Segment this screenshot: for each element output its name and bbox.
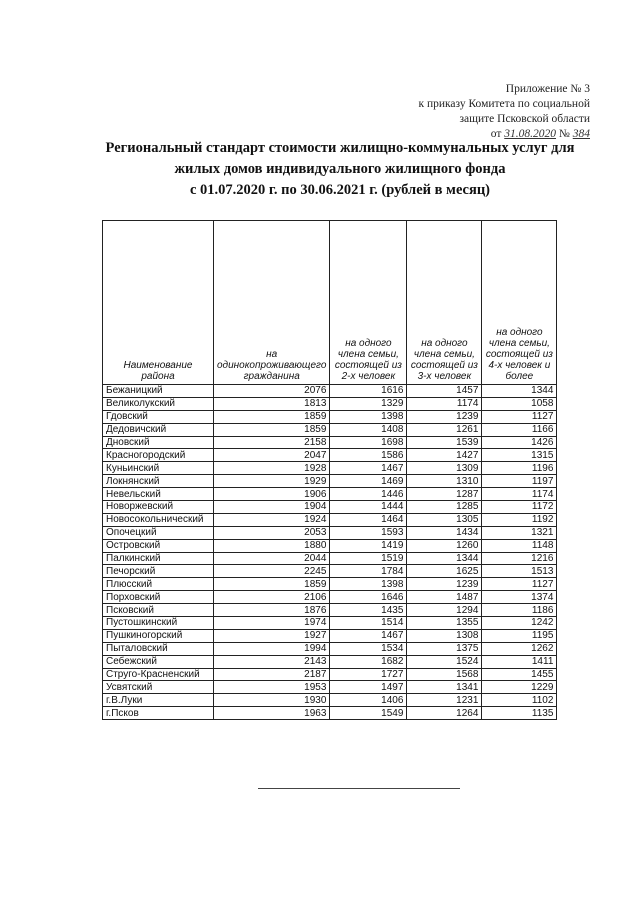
- date-prefix: от: [490, 128, 502, 140]
- value-cell: 2187: [214, 668, 330, 681]
- value-cell: 1435: [330, 604, 407, 617]
- table-row: [103, 385, 557, 398]
- district-name-cell: Порховский: [103, 591, 214, 604]
- table-row: [103, 475, 557, 488]
- value-cell: 1285: [407, 501, 482, 514]
- title-line-1: Региональный стандарт стоимости жилищно-коммунальных услуг для: [105, 140, 575, 156]
- district-name-cell: Дновский: [103, 436, 214, 449]
- district-name-cell: Усвятский: [103, 681, 214, 694]
- value-cell: 1229: [482, 681, 557, 694]
- table-row: [103, 513, 557, 526]
- value-cell: 1646: [330, 591, 407, 604]
- value-cell: 1341: [407, 681, 482, 694]
- value-cell: 1427: [407, 449, 482, 462]
- value-cell: 1906: [214, 488, 330, 501]
- value-cell: 1321: [482, 526, 557, 539]
- value-cell: 1586: [330, 449, 407, 462]
- value-cell: 1487: [407, 591, 482, 604]
- value-cell: 1464: [330, 513, 407, 526]
- value-cell: 1309: [407, 462, 482, 475]
- value-cell: 1172: [482, 501, 557, 514]
- value-cell: 1261: [407, 423, 482, 436]
- district-name-cell: Невельский: [103, 488, 214, 501]
- table-row: [103, 681, 557, 694]
- table-row: [103, 629, 557, 642]
- value-cell: 1467: [330, 629, 407, 642]
- value-cell: 2158: [214, 436, 330, 449]
- value-cell: 1859: [214, 410, 330, 423]
- header-family-2: на одного члена семьи, состоящей из 2-х человек: [330, 221, 407, 385]
- value-cell: 1568: [407, 668, 482, 681]
- value-cell: 1344: [407, 552, 482, 565]
- table-row: [103, 694, 557, 707]
- value-cell: 1406: [330, 694, 407, 707]
- value-cell: 1408: [330, 423, 407, 436]
- value-cell: 1467: [330, 462, 407, 475]
- value-cell: 1148: [482, 539, 557, 552]
- value-cell: 1375: [407, 642, 482, 655]
- header-family-4plus: на одного члена семьи, состоящей из 4-х человек и более: [482, 221, 557, 385]
- value-cell: 1593: [330, 526, 407, 539]
- annex-number: Приложение № 3: [505, 83, 590, 95]
- table-row: [103, 449, 557, 462]
- header-single: на одинокопроживающего гражданина: [214, 221, 330, 385]
- table-row: [103, 552, 557, 565]
- value-cell: 1135: [482, 707, 557, 720]
- table-row: [103, 565, 557, 578]
- value-cell: 1924: [214, 513, 330, 526]
- value-cell: 1398: [330, 410, 407, 423]
- value-cell: 1539: [407, 436, 482, 449]
- value-cell: 1102: [482, 694, 557, 707]
- value-cell: 1127: [482, 578, 557, 591]
- standard-cost-table: [102, 220, 557, 720]
- value-cell: 1859: [214, 578, 330, 591]
- district-name-cell: Опочецкий: [103, 526, 214, 539]
- table-row: [103, 655, 557, 668]
- value-cell: 1549: [330, 707, 407, 720]
- value-cell: 1929: [214, 475, 330, 488]
- value-cell: 2076: [214, 385, 330, 398]
- value-cell: 1859: [214, 423, 330, 436]
- value-cell: 1904: [214, 501, 330, 514]
- value-cell: 1196: [482, 462, 557, 475]
- value-cell: 1784: [330, 565, 407, 578]
- district-name-cell: Бежаницкий: [103, 385, 214, 398]
- table-row: [103, 462, 557, 475]
- value-cell: 1186: [482, 604, 557, 617]
- document-title: [90, 138, 590, 201]
- table-row: [103, 488, 557, 501]
- district-name-cell: Великолукский: [103, 397, 214, 410]
- value-cell: 1928: [214, 462, 330, 475]
- district-name-cell: Печорский: [103, 565, 214, 578]
- value-cell: 1166: [482, 423, 557, 436]
- table-row: [103, 526, 557, 539]
- district-name-cell: Островский: [103, 539, 214, 552]
- value-cell: 1308: [407, 629, 482, 642]
- value-cell: 1374: [482, 591, 557, 604]
- value-cell: 1727: [330, 668, 407, 681]
- value-cell: 1260: [407, 539, 482, 552]
- value-cell: 1534: [330, 642, 407, 655]
- value-cell: 1411: [482, 655, 557, 668]
- value-cell: 1698: [330, 436, 407, 449]
- district-name-cell: Пыталовский: [103, 642, 214, 655]
- value-cell: 2143: [214, 655, 330, 668]
- value-cell: 1994: [214, 642, 330, 655]
- value-cell: 1264: [407, 707, 482, 720]
- value-cell: 1419: [330, 539, 407, 552]
- value-cell: 1127: [482, 410, 557, 423]
- value-cell: 1192: [482, 513, 557, 526]
- table-row: [103, 707, 557, 720]
- district-name-cell: Палкинский: [103, 552, 214, 565]
- value-cell: 1174: [407, 397, 482, 410]
- district-name-cell: Локнянский: [103, 475, 214, 488]
- district-name-cell: Новосокольнический: [103, 513, 214, 526]
- value-cell: 1197: [482, 475, 557, 488]
- district-name-cell: г.В.Луки: [103, 694, 214, 707]
- value-cell: 1514: [330, 617, 407, 630]
- table-header-row: [103, 221, 557, 385]
- value-cell: 1294: [407, 604, 482, 617]
- value-cell: 1329: [330, 397, 407, 410]
- value-cell: 1880: [214, 539, 330, 552]
- district-name-cell: Новоржевский: [103, 501, 214, 514]
- table-row: [103, 397, 557, 410]
- value-cell: 2245: [214, 565, 330, 578]
- district-name-cell: Плюсский: [103, 578, 214, 591]
- value-cell: 1262: [482, 642, 557, 655]
- value-cell: 2053: [214, 526, 330, 539]
- value-cell: 1963: [214, 707, 330, 720]
- district-name-cell: г.Псков: [103, 707, 214, 720]
- value-cell: 1287: [407, 488, 482, 501]
- district-name-cell: Пустошкинский: [103, 617, 214, 630]
- table-row: [103, 668, 557, 681]
- value-cell: 1974: [214, 617, 330, 630]
- value-cell: 1216: [482, 552, 557, 565]
- table-row: [103, 539, 557, 552]
- district-name-cell: Псковский: [103, 604, 214, 617]
- title-line-2: жилых домов индивидуального жилищного фонда: [174, 161, 506, 177]
- table-row: [103, 591, 557, 604]
- value-cell: 1524: [407, 655, 482, 668]
- annex-order-ref: к приказу Комитета по социальной: [418, 98, 590, 110]
- bottom-divider: [258, 788, 460, 789]
- value-cell: 2047: [214, 449, 330, 462]
- table-row: [103, 604, 557, 617]
- district-name-cell: Куньинский: [103, 462, 214, 475]
- table-row: [103, 617, 557, 630]
- table-row: [103, 501, 557, 514]
- value-cell: 1876: [214, 604, 330, 617]
- district-name-cell: Струго-Красненский: [103, 668, 214, 681]
- value-cell: 1344: [482, 385, 557, 398]
- district-name-cell: Себежский: [103, 655, 214, 668]
- value-cell: 1513: [482, 565, 557, 578]
- value-cell: 1455: [482, 668, 557, 681]
- table-row: [103, 423, 557, 436]
- value-cell: 1457: [407, 385, 482, 398]
- value-cell: 1398: [330, 578, 407, 591]
- value-cell: 1930: [214, 694, 330, 707]
- value-cell: 1519: [330, 552, 407, 565]
- value-cell: 1813: [214, 397, 330, 410]
- district-name-cell: Пушкиногорский: [103, 629, 214, 642]
- table-row: [103, 642, 557, 655]
- value-cell: 1305: [407, 513, 482, 526]
- value-cell: 1174: [482, 488, 557, 501]
- value-cell: 1058: [482, 397, 557, 410]
- header-district: Наименование района: [103, 221, 214, 385]
- value-cell: 1242: [482, 617, 557, 630]
- title-line-3: с 01.07.2020 г. по 30.06.2021 г. (рублей в месяц): [189, 182, 491, 198]
- value-cell: 1434: [407, 526, 482, 539]
- value-cell: 1927: [214, 629, 330, 642]
- value-cell: 1625: [407, 565, 482, 578]
- value-cell: 1953: [214, 681, 330, 694]
- value-cell: 1616: [330, 385, 407, 398]
- header-family-3: на одного члена семьи, состоящей из 3-х человек: [407, 221, 482, 385]
- handwritten-date: 31.08.2020: [504, 128, 557, 140]
- value-cell: 1239: [407, 578, 482, 591]
- value-cell: 1446: [330, 488, 407, 501]
- value-cell: 1444: [330, 501, 407, 514]
- table-body: [103, 385, 557, 720]
- table-row: [103, 410, 557, 423]
- table-row: [103, 578, 557, 591]
- annex-header: [380, 82, 590, 142]
- value-cell: 1469: [330, 475, 407, 488]
- value-cell: 1355: [407, 617, 482, 630]
- value-cell: 1426: [482, 436, 557, 449]
- handwritten-number: 384: [572, 128, 590, 140]
- value-cell: 1497: [330, 681, 407, 694]
- district-name-cell: Дедовичский: [103, 423, 214, 436]
- value-cell: 1239: [407, 410, 482, 423]
- value-cell: 1682: [330, 655, 407, 668]
- value-cell: 1310: [407, 475, 482, 488]
- number-prefix: №: [558, 128, 570, 140]
- district-name-cell: Гдовский: [103, 410, 214, 423]
- value-cell: 2106: [214, 591, 330, 604]
- table-row: [103, 436, 557, 449]
- value-cell: 1195: [482, 629, 557, 642]
- annex-authority: защите Псковской области: [459, 113, 590, 125]
- value-cell: 2044: [214, 552, 330, 565]
- district-name-cell: Красногородский: [103, 449, 214, 462]
- value-cell: 1231: [407, 694, 482, 707]
- value-cell: 1315: [482, 449, 557, 462]
